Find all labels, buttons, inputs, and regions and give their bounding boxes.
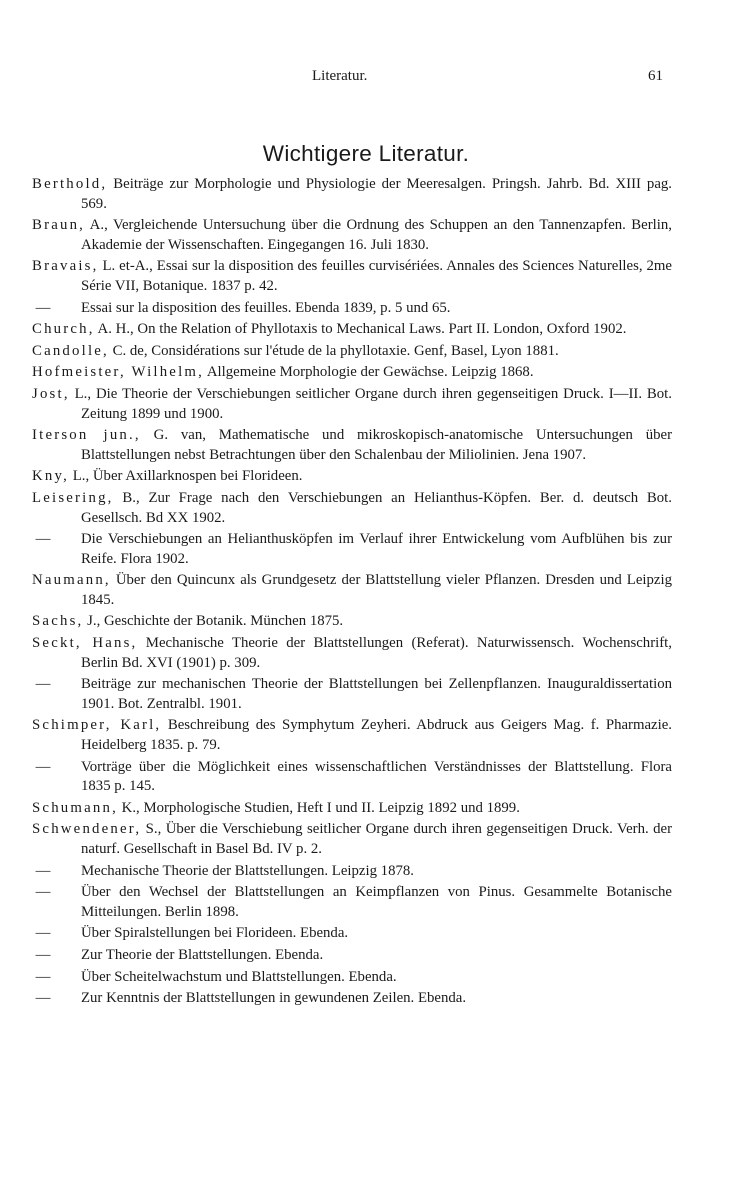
- entry-text: Beschreibung des Symphytum Zeyheri. Abdruck aus Geigers Mag. f. Pharmazie. Heidelberg 1835. p. 79.: [81, 717, 672, 754]
- bibliography-entry: [32, 426, 672, 465]
- entry-author: Leisering,: [32, 489, 114, 506]
- entry-text: L., Die Theorie der Verschiebungen seitlicher Organe durch ihren gegenseitigen Druck. I—II. Bot. Zeitung 1899 und 1900.: [69, 385, 672, 422]
- bibliography-entry: [32, 820, 672, 859]
- page-number: 61: [648, 68, 663, 84]
- entry-text: Beiträge zur Morphologie und Physiologie der Meeresalgen. Pringsh. Jahrb. Bd. XIII pag. 569.: [81, 176, 672, 212]
- entry-text: J., Geschichte der Botanik. München 1875.: [83, 613, 344, 630]
- section-title: Wichtigere Literatur.: [262, 141, 470, 166]
- entry-author: Bravais,: [32, 258, 99, 275]
- ditto-dash: —: [35, 758, 51, 775]
- bibliography-sub-entry: [32, 862, 672, 882]
- entry-author: Seckt, Hans,: [32, 635, 138, 652]
- ditto-dash: —: [35, 676, 51, 693]
- bibliography-entry: [32, 612, 672, 632]
- sub-entry-text: Beiträge zur mechanischen Theorie der Blattstellungen bei Zellenpflanzen. Inauguraldissertation 1901. Bot. Zentralbl. 1901.: [81, 676, 672, 712]
- entry-author: Braun,: [32, 217, 86, 234]
- entry-text: G. van, Mathematische und mikroskopisch-anatomische Untersuchungen über Blattstellungen nebst Betrachtungen über den Schalenbau der Miliolinien. Jena 1907.: [81, 427, 673, 463]
- ditto-dash: —: [35, 862, 51, 879]
- bibliography-entry: [32, 716, 672, 755]
- entry-author: Schumann,: [32, 799, 118, 816]
- entry-author: Schwendener,: [32, 821, 142, 838]
- bibliography-sub-entry: [32, 530, 672, 569]
- entry-author: Church,: [32, 321, 95, 338]
- entry-text: B., Zur Frage nach den Verschiebungen an Helianthus-Köpfen. Ber. d. deutsch Bot. Gesellsch. Bd XX 1902.: [81, 489, 672, 526]
- sub-entry-text: Mechanische Theorie der Blattstellungen. Leipzig 1878.: [81, 862, 414, 879]
- entry-text: Allgemeine Morphologie der Gewächse. Leipzig 1868.: [203, 364, 534, 381]
- bibliography-entry: [32, 571, 672, 610]
- sub-entry-text: Über Scheitelwachstum und Blattstellungen. Ebenda.: [81, 968, 397, 985]
- ditto-dash: —: [35, 990, 51, 1007]
- sub-entry-text: Zur Kenntnis der Blattstellungen in gewundenen Zeilen. Ebenda.: [81, 990, 467, 1007]
- entry-text: C. de, Considérations sur l'étude de la phyllotaxie. Genf, Basel, Lyon 1881.: [108, 342, 559, 359]
- bibliography-sub-entry: [32, 946, 672, 966]
- bibliography-sub-entry: [32, 675, 672, 714]
- ditto-dash: —: [35, 946, 51, 963]
- entry-author: Sachs,: [32, 613, 84, 630]
- running-title: Literatur.: [312, 68, 368, 84]
- entry-text: A., Vergleichende Untersuchung über die Ordnung des Schuppen an den Tannenzapfen. Berlin, Akademie der Wissenschaften. Eingegangen 16. Juli 1830.: [81, 217, 672, 253]
- entry-text: Mechanische Theorie der Blattstellungen (Referat). Naturwissensch. Wochenschrift, Berlin Bd. XVI (1901) p. 309.: [81, 635, 672, 671]
- entry-author: Naumann,: [32, 572, 111, 589]
- bibliography-entry: [32, 175, 672, 214]
- bibliography-sub-entry: [32, 883, 672, 922]
- entry-text: S., Über die Verschiebung seitlicher Organe durch ihren gegenseitigen Druck. Verh. der naturf. Gesellschaft in Basel Bd. IV p. 2.: [81, 821, 672, 857]
- entry-text: A. H., On the Relation of Phyllotaxis to Mechanical Laws. Part II. London, Oxford 1902.: [94, 321, 627, 338]
- bibliography-sub-entry: [32, 989, 672, 1009]
- bibliography-sub-entry: [32, 299, 672, 319]
- sub-entry-text: Über den Wechsel der Blattstellungen an Keimpflanzen von Pinus. Gesammelte Botanische Mitteilungen. Berlin 1898.: [81, 884, 672, 920]
- entry-author: Hofmeister, Wilhelm,: [32, 364, 204, 381]
- sub-entry-text: Essai sur la disposition des feuilles. Ebenda 1839, p. 5 und 65.: [81, 299, 451, 316]
- bibliography-entry: [32, 634, 672, 673]
- sub-entry-text: Die Verschiebungen an Helianthusköpfen im Verlauf ihrer Entwickelung vom Aufblühen bis zur Reife. Flora 1902.: [81, 531, 672, 567]
- sub-entry-text: Über Spiralstellungen bei Florideen. Ebenda.: [81, 925, 349, 942]
- bibliography-entry: [32, 257, 672, 296]
- ditto-dash: —: [35, 299, 51, 316]
- sub-entry-text: Vorträge über die Möglichkeit eines wissenschaftlichen Verständnisses der Blattstellung. Flora 1835 p. 145.: [81, 758, 672, 795]
- entry-text: Über den Quincunx als Grundgesetz der Blattstellung vieler Pflanzen. Dresden und Leipzig 1845.: [81, 572, 672, 608]
- bibliography-entry: [32, 320, 672, 340]
- bibliography-entry: [32, 385, 672, 424]
- entry-author: Schimper, Karl,: [32, 717, 162, 734]
- entry-text: L., Über Axillarknospen bei Florideen.: [69, 468, 303, 485]
- bibliography-sub-entry: [32, 758, 672, 797]
- entry-text: L. et-A., Essai sur la disposition des feuilles curvisériées. Annales des Sciences Naturelles, 2me Série VII, Botanique. 1837 p. 42.: [81, 258, 672, 294]
- bibliography-entry: [32, 467, 672, 487]
- bibliography-entry: [32, 799, 672, 819]
- ditto-dash: —: [35, 925, 51, 942]
- entry-author: Jost,: [32, 385, 70, 402]
- entry-text: K., Morphologische Studien, Heft I und II. Leipzig 1892 und 1899.: [117, 799, 520, 816]
- bibliography-entry: [32, 342, 672, 362]
- bibliography-entry: [32, 489, 672, 528]
- entry-author: Berthold,: [32, 176, 108, 192]
- bibliography-entry: [32, 216, 672, 255]
- bibliography-sub-entry: [32, 968, 672, 988]
- ditto-dash: —: [35, 968, 51, 985]
- entry-author: Iterson jun.,: [32, 427, 141, 444]
- entry-author: Candolle,: [32, 342, 109, 359]
- ditto-dash: —: [35, 884, 51, 901]
- entry-author: Kny,: [32, 468, 70, 485]
- bibliography-entry: [32, 363, 672, 383]
- ditto-dash: —: [35, 531, 51, 548]
- sub-entry-text: Zur Theorie der Blattstellungen. Ebenda.: [81, 946, 324, 963]
- bibliography-list: [32, 175, 672, 1011]
- bibliography-sub-entry: [32, 924, 672, 944]
